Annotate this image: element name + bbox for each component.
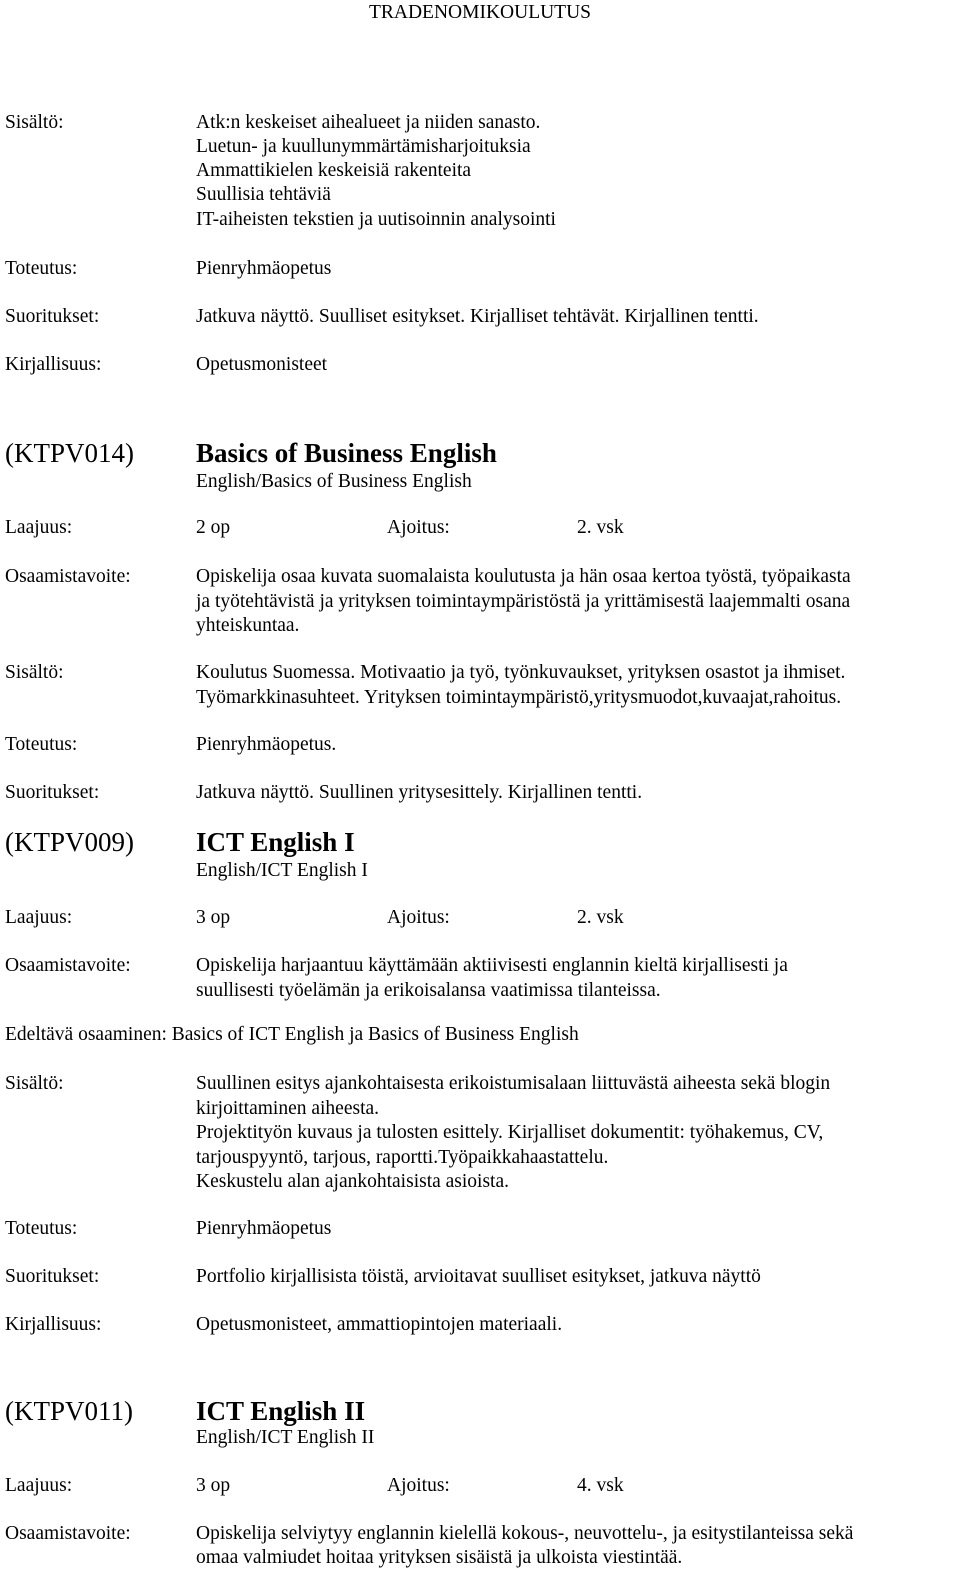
osaamistavoite-line: Opiskelija selviytyy englannin kielellä kokous-, neuvottelu-, ja esitystilanteissa sekä [196,1523,854,1544]
sisalto-line: Projektityön kuvaus ja tulosten esittely. Kirjalliset dokumentit: työhakemus, CV, [196,1122,824,1143]
sisalto-line: tarjouspyyntö, tarjous, raportti.Työpaikkahaastattelu. [196,1147,609,1168]
toteutus-value: Pienryhmäopetus [196,258,332,279]
laajuus-label: Laajuus: [5,1475,73,1496]
osaamistavoite-line: ja työtehtävistä ja yrityksen toimintaympäristöstä ja yrittämisestä laajemmalti osana [196,591,851,612]
ajoitus-label: Ajoitus: [387,517,450,538]
course-title: Basics of Business English [196,438,497,468]
course-code: (KTPV014) [5,438,134,468]
kirjallisuus-label: Kirjallisuus: [5,354,102,375]
sisalto-label: Sisältö: [5,662,64,683]
suoritukset-label: Suoritukset: [5,306,100,327]
suoritukset-value: Jatkuva näyttö. Suulliset esitykset. Kirjalliset tehtävät. Kirjallinen tentti. [196,306,759,327]
suoritukset-label: Suoritukset: [5,782,100,803]
sisalto-line: Suullinen esitys ajankohtaisesta erikoistumisalaan liittuvästä aiheesta sekä blogin [196,1073,831,1094]
ajoitus-label: Ajoitus: [387,907,450,928]
edeltava-osaaminen: Edeltävä osaaminen: Basics of ICT English ja Basics of Business English [5,1024,579,1045]
toteutus-label: Toteutus: [5,734,78,755]
toteutus-label: Toteutus: [5,258,78,279]
kirjallisuus-label: Kirjallisuus: [5,1314,102,1335]
sisalto-line: Suullisia tehtäviä [196,184,331,205]
sisalto-line: Työmarkkinasuhteet. Yrityksen toimintaympäristö,yritysmuodot,kuvaajat,rahoitus. [196,687,842,708]
sisalto-line: IT-aiheisten tekstien ja uutisoinnin analysointi [196,209,556,230]
laajuus-value: 3 op [196,1475,231,1496]
laajuus-label: Laajuus: [5,907,73,928]
osaamistavoite-line: yhteiskuntaa. [196,615,300,636]
ajoitus-value: 2. vsk [577,517,624,538]
osaamistavoite-line: Opiskelija harjaantuu käyttämään aktiivisesti englannin kieltä kirjallisesti ja [196,955,788,976]
suoritukset-label: Suoritukset: [5,1266,100,1287]
course-title: ICT English I [196,827,355,857]
osaamistavoite-label: Osaamistavoite: [5,955,131,976]
laajuus-value: 2 op [196,517,231,538]
toteutus-value: Pienryhmäopetus [196,1218,332,1239]
osaamistavoite-label: Osaamistavoite: [5,1523,131,1544]
osaamistavoite-line: suullisesti työelämän ja erikoisalansa vaatimissa tilanteissa. [196,980,661,1001]
sisalto-line: Luetun- ja kuullunymmärtämisharjoituksia [196,136,531,157]
ajoitus-label: Ajoitus: [387,1475,450,1496]
sisalto-line: Koulutus Suomessa. Motivaatio ja työ, työnkuvaukset, yrityksen osastot ja ihmiset. [196,662,846,683]
toteutus-label: Toteutus: [5,1218,78,1239]
course-subtitle: English/ICT English I [196,860,368,881]
osaamistavoite-label: Osaamistavoite: [5,566,131,587]
kirjallisuus-value: Opetusmonisteet [196,354,328,375]
course-title: ICT English II [196,1396,366,1426]
course-subtitle: English/Basics of Business English [196,471,472,492]
sisalto-line: Keskustelu alan ajankohtaisista asioista. [196,1171,510,1192]
suoritukset-value: Jatkuva näyttö. Suullinen yritysesittely. Kirjallinen tentti. [196,782,643,803]
laajuus-value: 3 op [196,907,231,928]
suoritukset-value: Portfolio kirjallisista töistä, arvioitavat suulliset esitykset, jatkuva näyttö [196,1266,761,1287]
course-subtitle: English/ICT English II [196,1427,375,1448]
document-header: TRADENOMIKOULUTUS [368,2,592,23]
laajuus-label: Laajuus: [5,517,73,538]
ajoitus-value: 4. vsk [577,1475,624,1496]
course-code: (KTPV011) [5,1396,133,1426]
toteutus-value: Pienryhmäopetus. [196,734,337,755]
sisalto-label: Sisältö: [5,1073,64,1094]
sisalto-line: Ammattikielen keskeisiä rakenteita [196,160,472,181]
ajoitus-value: 2. vsk [577,907,624,928]
sisalto-label: Sisältö: [5,112,64,133]
kirjallisuus-value: Opetusmonisteet, ammattiopintojen materiaali. [196,1314,563,1335]
sisalto-line: kirjoittaminen aiheesta. [196,1098,380,1119]
osaamistavoite-line: Opiskelija osaa kuvata suomalaista koulutusta ja hän osaa kertoa työstä, työpaikasta [196,566,851,587]
osaamistavoite-line: omaa valmiudet hoitaa yrityksen sisäistä ja ulkoista viestintää. [196,1547,683,1568]
course-code: (KTPV009) [5,827,134,857]
sisalto-line: Atk:n keskeiset aihealueet ja niiden sanasto. [196,112,541,133]
